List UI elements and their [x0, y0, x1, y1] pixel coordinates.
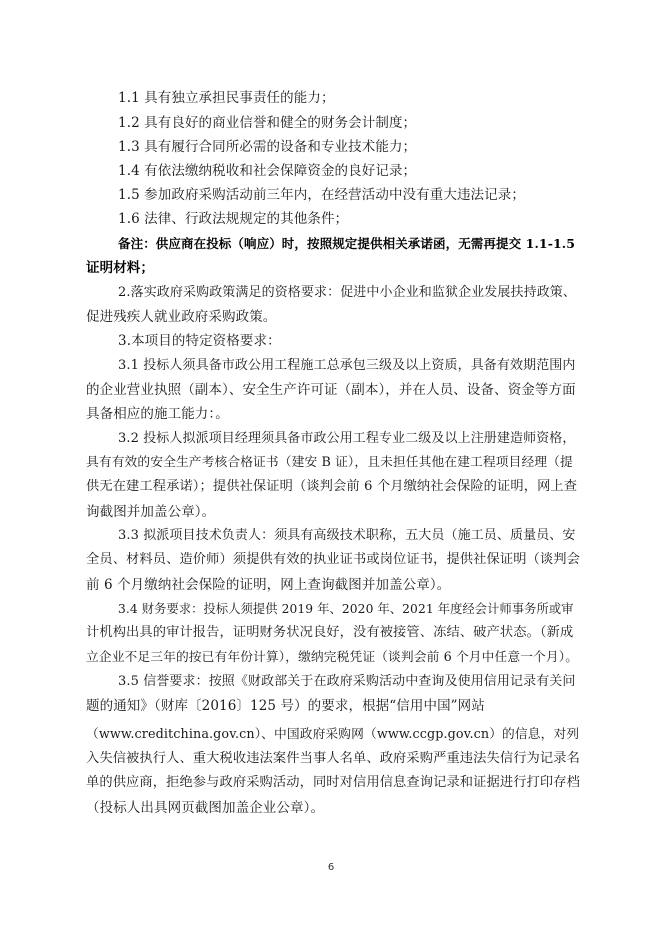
text-line: 具有有效的安全生产考核合格证书（建安 B 证），且未担任其他在建工程项目经理（提 [86, 455, 573, 470]
text-line: 立企业不足三年的按已有年份计算），缴纳完税凭证（谈判会前 6 个月中任意一个月）。 [86, 650, 579, 665]
text-line: 3.3 拟派项目技术负责人：须具有高级技术职称，五大员（施工员、质量员、安 [118, 528, 576, 543]
text-line: 题的通知》（财库〔2016〕125 号）的要求，根据“信用中国”网站 [86, 698, 485, 714]
text-line: 3.4 财务要求：投标人须提供 2019 年、2020 年、2021 年度经会计师事务所或审 [118, 602, 574, 616]
text-line: 3.1 投标人须具备市政公用工程施工总承包三级及以上资质，具备有效期范围内 [118, 358, 576, 373]
text-line: （投标人出具网页截图加盖企业公章）。 [86, 800, 325, 816]
text-line: 1.2 具有良好的商业信誉和健全的财务会计制度； [118, 115, 417, 131]
page-number: 6 [327, 862, 335, 873]
text-line: 1.1 具有独立承担民事责任的能力； [118, 90, 335, 106]
text-line: 1.4 有依法缴纳税收和社会保障资金的良好记录； [118, 163, 417, 179]
text-line: 询截图并加盖公章）。 [86, 504, 216, 520]
note-line: 备注：供应商在投标（响应）时，按照规定提供相关承诺函，无需再提交 1.1-1.5 [118, 236, 576, 251]
text-line: 1.3 具有履行合同所必需的设备和专业技术能力； [118, 139, 417, 155]
text-line: 3.本项目的特定资格要求： [118, 333, 281, 349]
text-line: 的企业营业执照（副本）、安全生产许可证（副本），并在人员、设备、资金等方面 [86, 382, 576, 398]
text-line: 3.2 投标人拟派项目经理须具备市政公用工程专业二级及以上注册建造师资格， [118, 431, 576, 446]
text-line: 入失信被执行人、重大税收违法案件当事人名单、政府采购严重违法失信行为记录名 [86, 751, 580, 766]
note-line: 证明材料； [86, 260, 154, 276]
text-line: 供无在建工程承诺）；提供社保证明（谈判会前 6 个月缴纳社会保险的证明，网上查 [86, 479, 578, 494]
text-line: 3.5 信誉要求：按照《财政部关于在政府采购活动中查询及使用信用记录有关问 [118, 674, 576, 689]
text-line: 单的供应商，拒绝参与政府采购活动，同时对信用信息查询记录和证据进行打印存档 [86, 775, 580, 790]
text-line: （www.creditchina.gov.cn）、中国政府采购网（www.ccgp.gov.cn）的信息，对列 [86, 727, 580, 742]
text-line: 前 6 个月缴纳社会保险的证明，网上查询截图并加盖公章）。 [86, 577, 451, 593]
text-line: 1.5 参加政府采购活动前三年内，在经营活动中没有重大违法记录； [118, 187, 525, 203]
text-line: 2.落实政府采购政策满足的资格要求：促进中小企业和监狱企业发展扶持政策、 [118, 285, 577, 300]
text-line: 促进残疾人就业政府采购政策。 [86, 309, 277, 325]
text-line: 全员、材料员、造价师）须提供有效的执业证书或岗位证书，提供社保证明（谈判会 [86, 552, 580, 567]
text-line: 具备相应的施工能力：。 [86, 406, 229, 422]
text-line: 计机构出具的审计报告，证明财务状况良好，没有被接管、冻结、破产状态。（新成 [86, 625, 574, 640]
text-line: 1.6 法律、行政法规规定的其他条件； [118, 211, 349, 227]
